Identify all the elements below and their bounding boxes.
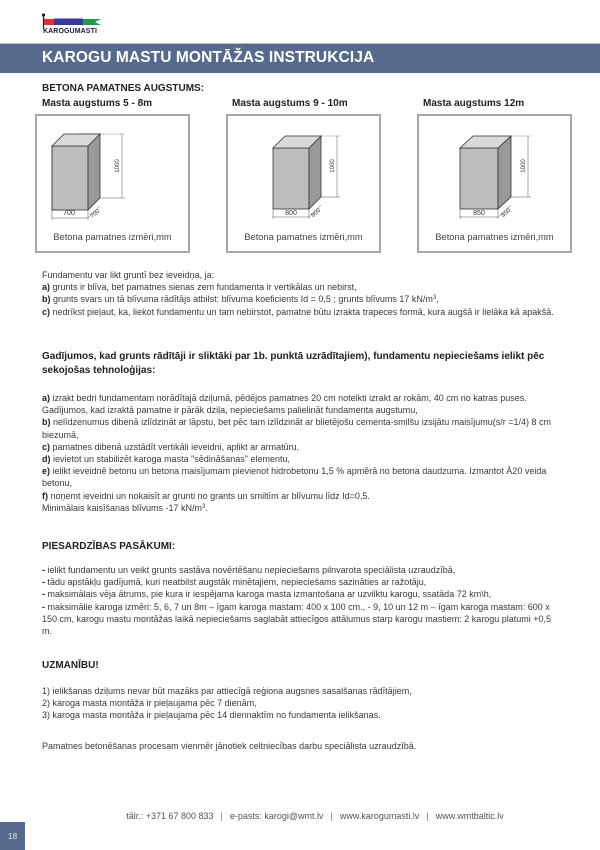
list-item: b) nelīdzenumus dibenā izlīdzināt ar lāpstu, bet pēc tam izlīdzināt ar blietējošu cementa-smilšu izsijātu maisījumu(s/r =1/4) 8 cm biezumā, xyxy=(42,417,551,440)
brand-logo-text: KAROGUMASTI xyxy=(43,28,97,35)
depth-label: 850 xyxy=(500,207,513,219)
list-item: - ielikt fundamentu un veikt grunts sastāva novērtēšanu nepieciešams pilnvarota speciālista uzraudzībā, xyxy=(42,565,456,575)
attention-list xyxy=(42,685,562,722)
height-label: 1000 xyxy=(330,159,336,173)
footer-separator: | xyxy=(426,811,429,821)
footer-separator: | xyxy=(330,811,333,821)
list-item: f) noņemt ieveidni un nokaisīt ar grunti no grants un smiltīm ar blīvumu līdz Id=0,5. xyxy=(42,490,370,501)
footer-email[interactable]: e-pasts: karogi@wmt.lv xyxy=(229,811,324,821)
diagram-caption: Betona pamatnes izmēri,mm xyxy=(244,232,363,242)
page-number: 18 xyxy=(0,822,25,850)
list-item: - tādu apstākļu gadījumā, kuri neatbilst augstāk minētajiem, nepieciešams sazināties ar ražotāju, xyxy=(42,577,427,588)
brand-logo xyxy=(41,13,101,39)
foundation-heading: BETONA PAMATNES AUGSTUMS: xyxy=(42,83,205,94)
precautions-list xyxy=(42,564,562,637)
footer-phone[interactable]: tālr.: +371 67 800 833 xyxy=(126,811,214,821)
flag-icon xyxy=(41,13,101,29)
concrete-block-icon xyxy=(37,116,188,226)
foundation-diagram-1 xyxy=(35,114,190,253)
min-density-note: Minimālais kaisīšanas blīvums -17 $kN/m^3$. xyxy=(42,502,208,513)
column-label-9-10m: Masta augstums 9 - 10m xyxy=(232,98,348,109)
footer-link-wmtbaltic[interactable]: www.wmtbaltic.lv xyxy=(435,811,504,821)
precautions-heading: PIESARDZĪBAS PASĀKUMI: xyxy=(42,541,176,552)
footer-separator: | xyxy=(220,811,223,821)
foundation-diagram-3 xyxy=(417,114,572,253)
no-formwork-section xyxy=(42,269,562,318)
header-bar xyxy=(0,43,600,73)
list-item: d) ievietot un stabilizēt karoga masta "sēdināšanas" elementu, xyxy=(42,454,291,465)
list-item: e) ielikt ieveidnē betonu un betona maisījumam pievienot hidrobetonu 1,5 % apmērā no betona daudzuma. Izmantot Ā20 veida betonu, xyxy=(42,466,547,489)
column-label-5-8m: Masta augstums 5 - 8m xyxy=(42,98,153,109)
column-label-12m: Masta augstums 12m xyxy=(423,98,525,109)
concrete-block-icon xyxy=(228,116,379,226)
list-item: c) nedrīkst pieļaut, ka, liekot fundamentu un tam nebirstot, pamatne būtu izrakta trapeces formā, kura augšā ir lielāka kā apakšā. xyxy=(42,306,554,317)
page-title: KAROGU MASTU MONTĀŽAS INSTRUKCIJA xyxy=(42,49,375,66)
width-label: 850 xyxy=(473,210,485,217)
list-item: c) pamatnes dibenā uzstādīt vertikāli ieveidni, aplikt ar armatūru, xyxy=(42,441,300,452)
width-label: 800 xyxy=(285,210,297,217)
diagram-caption: Betona pamatnes izmēri,mm xyxy=(53,232,172,242)
no-formwork-intro: Fundamentu var likt gruntī bez ieveidņa, ja: xyxy=(42,270,215,280)
width-label: 700 xyxy=(63,210,75,217)
technology-section xyxy=(42,392,562,514)
height-label: 1000 xyxy=(115,159,121,173)
list-item: 3) karoga masta montāža ir pieļaujama pēc 14 diennaktīm no fundamenta ielikšanas. xyxy=(42,710,381,721)
technology-heading: Gadījumos, kad grunts rādītāji ir sliktāki par 1b. punktā uzrādītajiem), fundamentu nepieciešams ielikt pēc sekojošas tehnoloģijas: xyxy=(42,351,545,376)
list-item: a) izrakt bedri fundamentam norādītajā dziļumā, pēdējos pamatnes 20 cm noteikti izrakt ar rokām, 40 cm no katras puses. Gadījumos, kad izraktā pamatne ir pārāk dziļa, nepieciešams palielināt fundamenta augstumu, xyxy=(42,393,527,416)
list-item: a) grunts ir blīva, bet pamatnes sienas zem fundamenta ir vertikālas un nebirst, xyxy=(42,282,357,293)
depth-label: 700 xyxy=(89,208,102,220)
depth-label: 800 xyxy=(310,207,323,219)
diagram-caption: Betona pamatnes izmēri,mm xyxy=(435,232,554,242)
footer-link-karogumasti[interactable]: www.karogumasti.lv xyxy=(339,811,420,821)
foundation-diagram-2 xyxy=(226,114,381,253)
attention-heading: UZMANĪBU! xyxy=(42,660,99,671)
list-item: 2) karoga masta montāža ir pieļaujama pēc 7 dienām, xyxy=(42,698,257,709)
list-item: - maksimālais vēja ātrums, pie kura ir iespējama karoga masta izmantošana ar uzvilktu karogu, ssatāda 72 km\h, xyxy=(42,589,492,600)
concrete-block-icon xyxy=(419,116,570,226)
list-item: - maksimālie karoga izmēri: 5, 6, 7 un 8m – īgam karoga mastam: 400 x 100 cm., - 9, 10 un 12 m – īgam karoga mastam: 600 x 150 cm, karogu mastu montāžas laikā nepieciešams saglabāt attiecīgos attālumus starp karogu mastiem: 2 karogu platumi +0,5 m. xyxy=(42,601,552,637)
height-label: 1000 xyxy=(521,159,527,173)
supervision-note: Pamatnes betonēšanas procesam vienmēr jānotiek celtniecības darbu speciālista uzraudzībā. xyxy=(42,741,417,751)
list-item: 1) ielikšanas dziļums nevar būt mazāks par attiecīgā reģiona augsnes sasalšanas rādītājiem, xyxy=(42,686,412,696)
footer-contacts xyxy=(0,811,600,821)
list-item: b) grunts svars un tā blīvuma rādītājs atbilst: blīvuma koeficients Id = 0,5 ; grunts blīvums 17 $kN/m^3$, xyxy=(42,294,439,305)
